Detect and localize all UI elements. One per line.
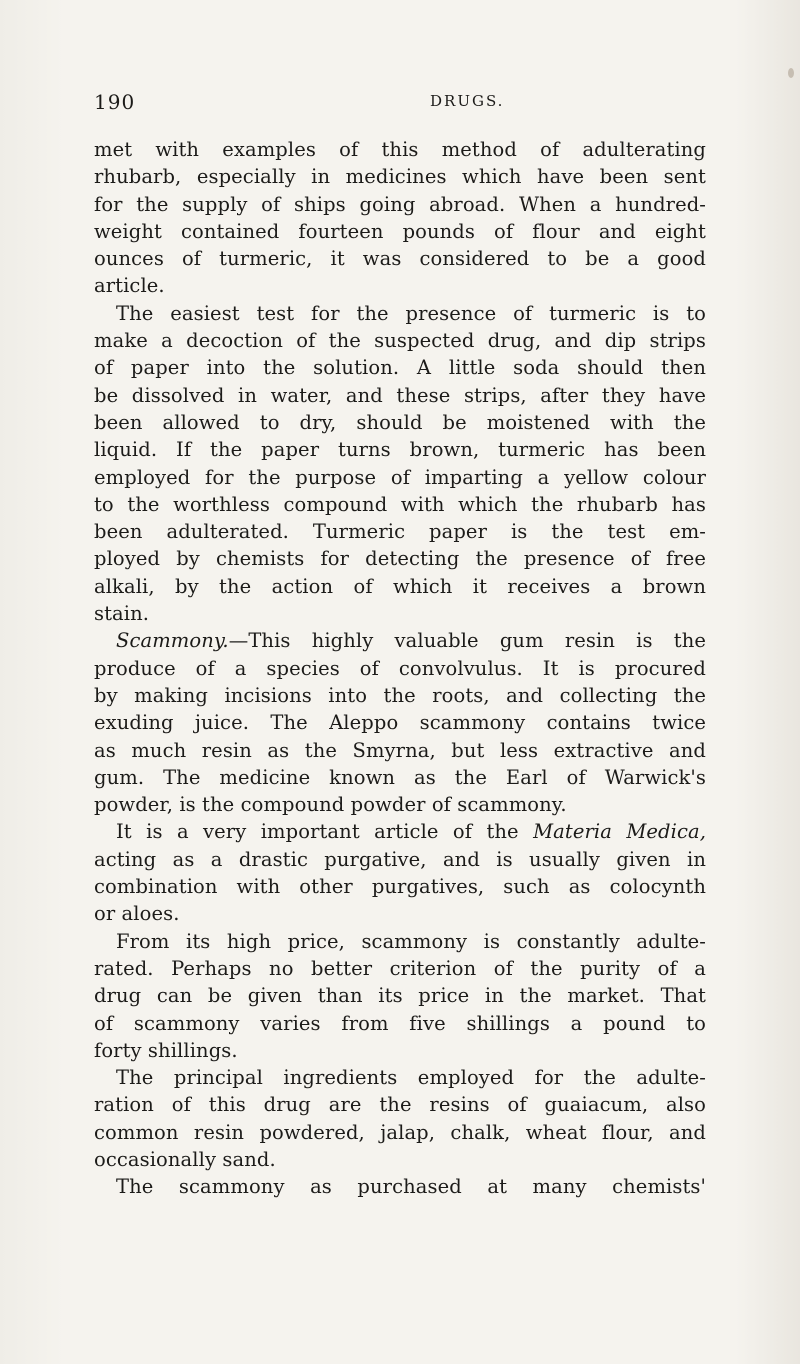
text-line: combination with other purgatives, such as colocynth	[94, 875, 706, 899]
text-line: been adulterated. Turmeric paper is the test em-	[94, 520, 706, 544]
text-line: common resin powdered, jalap, chalk, wheat flour, and	[94, 1120, 706, 1144]
text-line: produce of a species of convolvulus. It is procured	[94, 656, 706, 680]
paragraph-rhubarb-adulteration	[94, 136, 706, 300]
text-line: weight contained fourteen pounds of flour and eight	[94, 219, 706, 243]
section-lead: Scammony.	[116, 629, 229, 653]
text-line	[94, 627, 706, 654]
text-line: occasionally sand.	[94, 1147, 276, 1171]
text-line: acting as a drastic purgative, and is usually given in	[94, 847, 706, 871]
paragraph-purchase	[94, 1173, 706, 1200]
text-line: ration of this drug are the resins of guaiacum, also	[94, 1093, 706, 1117]
text-line: ployed by chemists for detecting the presence of free	[94, 547, 706, 571]
text-line: be dissolved in water, and these strips, after they have	[94, 383, 706, 407]
body-text	[94, 136, 706, 1201]
text-line: The scammony as purchased at many chemists'	[116, 1175, 706, 1199]
paragraph-materia-medica	[94, 818, 706, 927]
text-line: rated. Perhaps no better criterion of the purity of a	[94, 956, 706, 980]
paragraph-price	[94, 928, 706, 1064]
italic-term: Materia Medica,	[533, 820, 706, 844]
text-line: article.	[94, 274, 165, 298]
text-line: gum. The medicine known as the Earl of Warwick's	[94, 765, 706, 789]
text-line: From its high price, scammony is constantly adulte-	[116, 929, 706, 953]
text-run: —This highly valuable gum resin is the	[228, 629, 706, 653]
paragraph-scammony	[94, 627, 706, 818]
text-line: met with examples of this method of adulterating	[94, 138, 706, 161]
text-line: liquid. If the paper turns brown, turmeric has been	[94, 438, 706, 462]
text-line	[94, 818, 706, 845]
text-line: make a decoction of the suspected drug, and dip strips	[94, 329, 706, 353]
text-line: drug can be given than its price in the market. That	[94, 984, 706, 1008]
paragraph-ingredients	[94, 1064, 706, 1173]
text-line: employed for the purpose of imparting a yellow colour	[94, 465, 706, 489]
text-line: The easiest test for the presence of turmeric is to	[116, 301, 706, 325]
text-line: stain.	[94, 602, 150, 626]
text-line: of paper into the solution. A little soda should then	[94, 356, 706, 380]
text-line: exuding juice. The Aleppo scammony contains twice	[94, 711, 706, 735]
text-line: for the supply of ships going abroad. When a hundred-	[94, 192, 706, 216]
text-line: ounces of turmeric, it was considered to be a good	[94, 247, 706, 271]
text-line: been allowed to dry, should be moistened with the	[94, 410, 706, 434]
paper-speck	[788, 68, 794, 78]
text-line: of scammony varies from five shillings a pound to	[94, 1011, 706, 1035]
text-line: or aloes.	[94, 902, 180, 926]
page-number: 190	[94, 90, 136, 114]
text-line: as much resin as the Smyrna, but less extractive and	[94, 738, 706, 762]
running-head: DRUGS.	[430, 92, 505, 110]
text-line: alkali, by the action of which it receives a brown	[94, 574, 706, 598]
text-run: It is a very important article of the	[116, 820, 534, 844]
paragraph-turmeric-test	[94, 300, 706, 628]
text-line: to the worthless compound with which the rhubarb has	[94, 492, 706, 516]
text-line: The principal ingredients employed for the adulte-	[116, 1066, 706, 1090]
page-header	[94, 90, 714, 120]
text-line: rhubarb, especially in medicines which have been sent	[94, 165, 706, 189]
text-line: forty shillings.	[94, 1038, 238, 1062]
text-line: powder, is the compound powder of scammony.	[94, 793, 567, 817]
text-line: by making incisions into the roots, and collecting the	[94, 683, 706, 707]
